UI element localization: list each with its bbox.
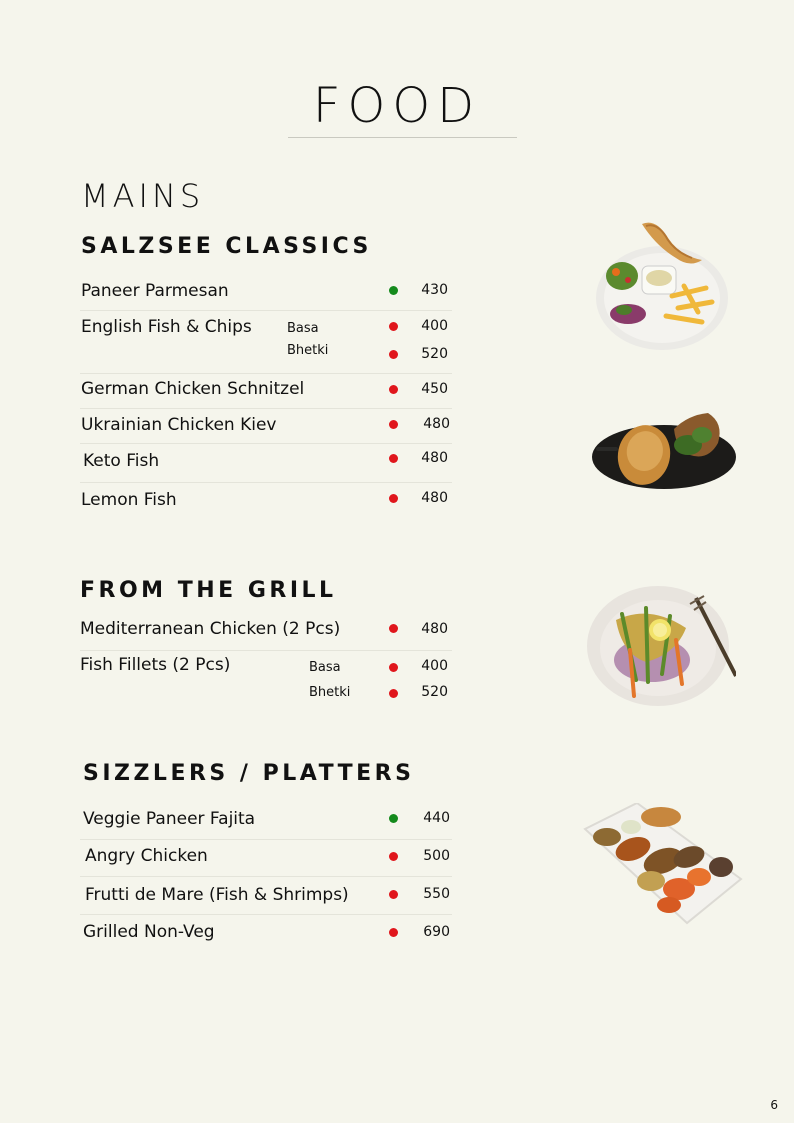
nonveg-indicator-icon — [389, 322, 398, 331]
menu-item-name: German Chicken Schnitzel — [81, 379, 305, 399]
grilled-fish-photo — [586, 584, 736, 708]
menu-item-price: 480 — [423, 416, 450, 432]
row-divider — [80, 443, 452, 444]
row-divider — [80, 876, 452, 877]
sizzler-platter-photo — [583, 803, 743, 925]
chicken-kiev-photo — [590, 405, 738, 495]
menu-item-price: 480 — [421, 490, 448, 506]
nonveg-indicator-icon — [389, 852, 398, 861]
nonveg-indicator-icon — [389, 689, 398, 698]
menu-item-name: Paneer Parmesan — [81, 281, 229, 301]
menu-item-name: Angry Chicken — [85, 846, 208, 866]
variant-price: 400 — [421, 658, 448, 674]
nonveg-indicator-icon — [389, 624, 398, 633]
variant-name: Bhetki — [287, 343, 329, 358]
menu-item-name: Lemon Fish — [81, 490, 177, 510]
menu-item-price: 440 — [423, 810, 450, 826]
menu-item-name: Frutti de Mare (Fish & Shrimps) — [85, 885, 349, 905]
variant-price: 520 — [421, 684, 448, 700]
menu-item-name: Keto Fish — [83, 451, 160, 471]
nonveg-indicator-icon — [389, 454, 398, 463]
menu-item-price: 480 — [421, 621, 448, 637]
row-divider — [80, 310, 452, 311]
row-divider — [80, 650, 452, 651]
row-divider — [80, 839, 452, 840]
page-number: 6 — [770, 1098, 778, 1112]
nonveg-indicator-icon — [389, 420, 398, 429]
row-divider — [80, 373, 452, 374]
variant-price: 520 — [421, 346, 448, 362]
fish-and-chips-photo — [594, 216, 730, 352]
row-divider — [80, 408, 452, 409]
nonveg-indicator-icon — [389, 494, 398, 503]
menu-item-price: 690 — [423, 924, 450, 940]
menu-item-name: Fish Fillets (2 Pcs) — [80, 655, 231, 675]
variant-name: Basa — [287, 321, 319, 336]
section-heading-sizzlers-platters: SIZZLERS / PLATTERS — [83, 761, 415, 786]
menu-item-name: English Fish & Chips — [81, 317, 252, 337]
menu-item-price: 450 — [421, 381, 448, 397]
variant-name: Bhetki — [309, 685, 351, 700]
nonveg-indicator-icon — [389, 890, 398, 899]
nonveg-indicator-icon — [389, 663, 398, 672]
menu-item-name: Ukrainian Chicken Kiev — [81, 415, 277, 435]
menu-item-price: 500 — [423, 848, 450, 864]
menu-item-price: 550 — [423, 886, 450, 902]
menu-item-name: Veggie Paneer Fajita — [83, 809, 256, 829]
nonveg-indicator-icon — [389, 350, 398, 359]
section-heading-salzsee-classics: SALZSEE CLASSICS — [81, 234, 372, 259]
menu-item-price: 430 — [421, 282, 448, 298]
menu-item-name: Mediterranean Chicken (2 Pcs) — [80, 619, 341, 639]
veg-indicator-icon — [389, 814, 398, 823]
variant-price: 400 — [421, 318, 448, 334]
row-divider — [80, 482, 452, 483]
page-title: FOOD — [312, 78, 482, 134]
veg-indicator-icon — [389, 286, 398, 295]
nonveg-indicator-icon — [389, 928, 398, 937]
nonveg-indicator-icon — [389, 385, 398, 394]
section-heading-from-the-grill: FROM THE GRILL — [80, 578, 337, 603]
variant-name: Basa — [309, 660, 341, 675]
menu-item-price: 480 — [421, 450, 448, 466]
menu-item-name: Grilled Non-Veg — [83, 922, 215, 942]
mains-heading: MAINS — [81, 177, 205, 215]
title-divider — [288, 137, 517, 138]
row-divider — [80, 914, 452, 915]
